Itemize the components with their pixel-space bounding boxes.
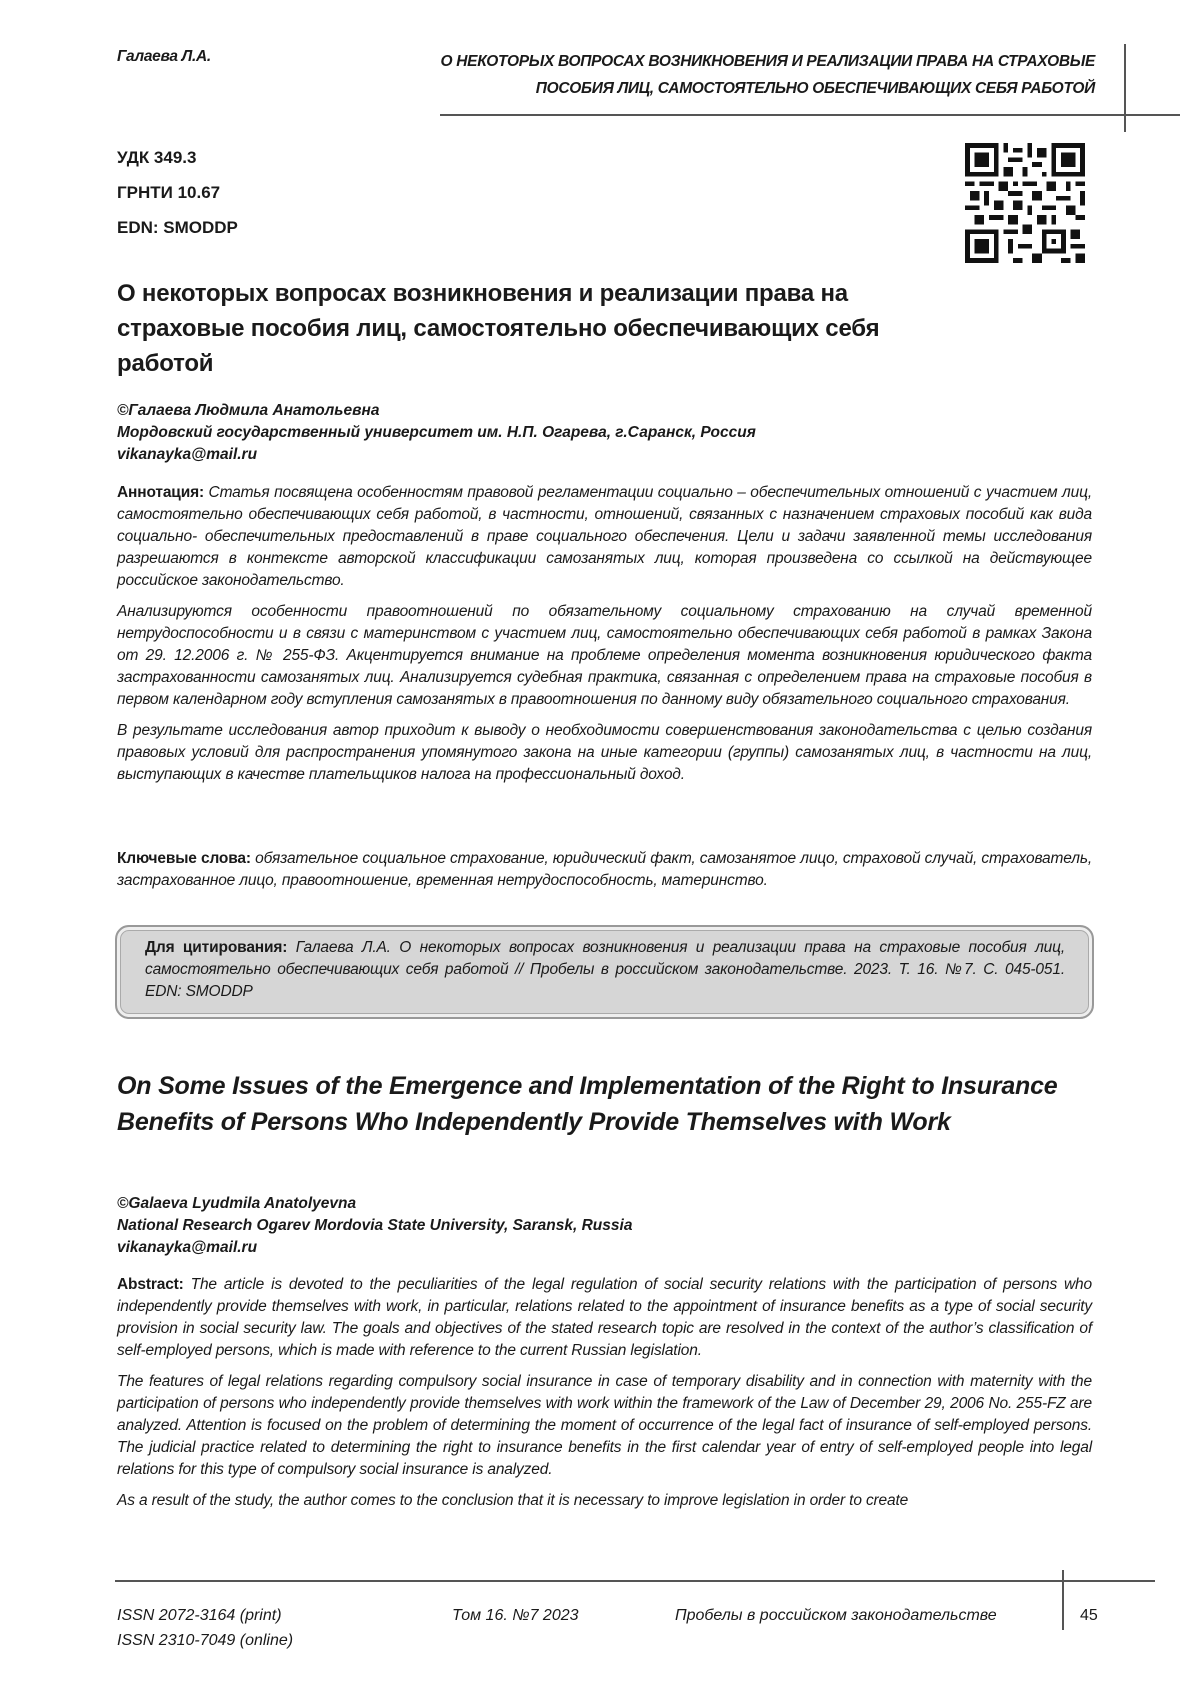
citation-box: [115, 925, 1094, 1019]
author-block-ru: [117, 400, 756, 466]
author-affiliation: National Research Ogarev Mordovia State University, Saransk, Russia: [117, 1217, 633, 1234]
header-vertical-rule: [1124, 44, 1126, 132]
citation-text: Галаева Л.А. О некоторых вопросах возникновения и реализации права на страховые пособия лиц, самостоятельно обеспечивающих себя работой // Пробелы в российском законодательстве. 2023. Т. 16. №7. С. 045-051. EDN: SMODDP: [145, 939, 1065, 1000]
abstract-en: [117, 1274, 1092, 1521]
article-title-ru: О некоторых вопросах возникновения и реализации права на страховые пособия лиц, самостоятельно обеспечивающих себя работой: [117, 280, 880, 377]
abstract-label: Abstract:: [117, 1276, 184, 1293]
running-header-title: [275, 48, 1095, 102]
keywords-ru: [117, 848, 1092, 901]
issn-online: ISSN 2310-7049 (online): [117, 1632, 294, 1649]
author-name: ©Galaeva Lyudmila Anatolyevna: [117, 1195, 357, 1212]
issn-print: ISSN 2072-3164 (print): [117, 1607, 282, 1624]
grnti-code: ГРНТИ 10.67: [117, 183, 221, 202]
udk-code: УДК 349.3: [117, 148, 197, 167]
header-rule: [440, 114, 1180, 116]
footer-volume: Том 16. №7 2023: [452, 1607, 579, 1624]
author-email[interactable]: vikanayka@mail.ru: [117, 446, 258, 463]
author-affiliation: Мордовский государственный университет им. Н.П. Огарева, г.Саранск, Россия: [117, 424, 756, 441]
keywords-label: Ключевые слова:: [117, 850, 251, 867]
footer-issn: [117, 1603, 293, 1653]
footer-vertical-rule: [1062, 1570, 1064, 1630]
abstract-text: The article is devoted to the peculiarities of the legal regulation of social security relations with the participation of persons who independently provide themselves with work, in particular, relations related to the appointment of insurance benefits as a type of social security provision in social security law. The goals and objectives of the stated research topic are resolved in the context of the author’s classification of self-employed persons, which is made with reference to the current Russian legislation.: [117, 1276, 1092, 1359]
page-number: 45: [1080, 1607, 1098, 1624]
qr-code-icon: [965, 143, 1085, 263]
keywords-text: обязательное социальное страхование, юридический факт, самозанятое лицо, страховой случай, страхователь, застрахованное лицо, правоотношение, временная нетрудоспособность, материнство.: [117, 850, 1092, 889]
article-title-en: On Some Issues of the Emergence and Implementation of the Right to Insurance Benefits of Persons Who Independently Provide Themselves with Work: [117, 1072, 1058, 1136]
abstract-ru: [117, 482, 1092, 795]
author-name: ©Галаева Людмила Анатольевна: [117, 402, 380, 419]
running-header-title-line: ПОСОБИЯ ЛИЦ, САМОСТОЯТЕЛЬНО ОБЕСПЕЧИВАЮЩИХ СЕБЯ РАБОТОЙ: [535, 80, 1095, 97]
footer-rule: [115, 1580, 1155, 1582]
citation-text-block: [145, 937, 1065, 1012]
classification-codes: [117, 140, 238, 245]
abstract-paragraph: The features of legal relations regarding compulsory social insurance in case of temporary disability and in connection with maternity with the participation of persons who independently provide themselves with work within the framework of the Law of December 29, 2006 No. 255-FZ are analyzed. Attention is focused on the problem of determining the moment of occurrence of the legal fact of insurance of self-employed persons. The judicial practice related to determining the right to insurance benefits in the first calendar year of entry of self-employed people into legal relations for this type of compulsory social insurance is analyzed.: [117, 1373, 1092, 1478]
abstract-text: Статья посвящена особенностям правовой регламентации социально – обеспечительных отношений с участием лиц, самостоятельно обеспечивающих себя работой, в частности, отношений, связанных с назначением страховых пособий как вида социально- обеспечительных предоставлений в праве социального обеспечения. Цели и задачи заявленной темы исследования разрешаются в контексте авторской классификации самозанятых лиц, которая произведена со ссылкой на действующее российское законодательство.: [117, 484, 1092, 589]
citation-label: Для цитирования:: [145, 939, 288, 956]
abstract-label: Аннотация:: [117, 484, 204, 501]
abstract-paragraph: Анализируются особенности правоотношений по обязательному социальному страхованию на случай временной нетрудоспособности и в связи с материнством с участием лиц, самостоятельно обеспечивающих себя работой в рамках Закона от 29. 12.2006 г. № 255-ФЗ. Акцентируется внимание на проблеме определения момента возникновения юридического факта застрахованности самозанятых лиц. Анализируется судебная практика, связанная с определением права на страховые пособия в первом календарном году вступления самозанятых в правоотношения по данному виду обязательного социального страхования.: [117, 603, 1092, 708]
running-header-title-line: О НЕКОТОРЫХ ВОПРОСАХ ВОЗНИКНОВЕНИЯ И РЕАЛИЗАЦИИ ПРАВА НА СТРАХОВЫЕ: [440, 53, 1095, 70]
author-email[interactable]: vikanayka@mail.ru: [117, 1239, 258, 1256]
running-header-author: Галаева Л.А.: [117, 48, 211, 65]
author-block-en: [117, 1193, 632, 1259]
footer-journal: Пробелы в российском законодательстве: [675, 1607, 997, 1624]
abstract-paragraph: В результате исследования автор приходит к выводу о необходимости совершенствования законодательства с целью создания правовых условий для распространения упомянутого закона на иные категории (группы) самозанятых лиц, в частности на лиц, выступающих в качестве плательщиков налога на профессиональный доход.: [117, 722, 1092, 783]
edn-code: EDN: SMODDP: [117, 218, 238, 237]
abstract-paragraph: As a result of the study, the author comes to the conclusion that it is necessary to improve legislation in order to create: [117, 1492, 909, 1509]
